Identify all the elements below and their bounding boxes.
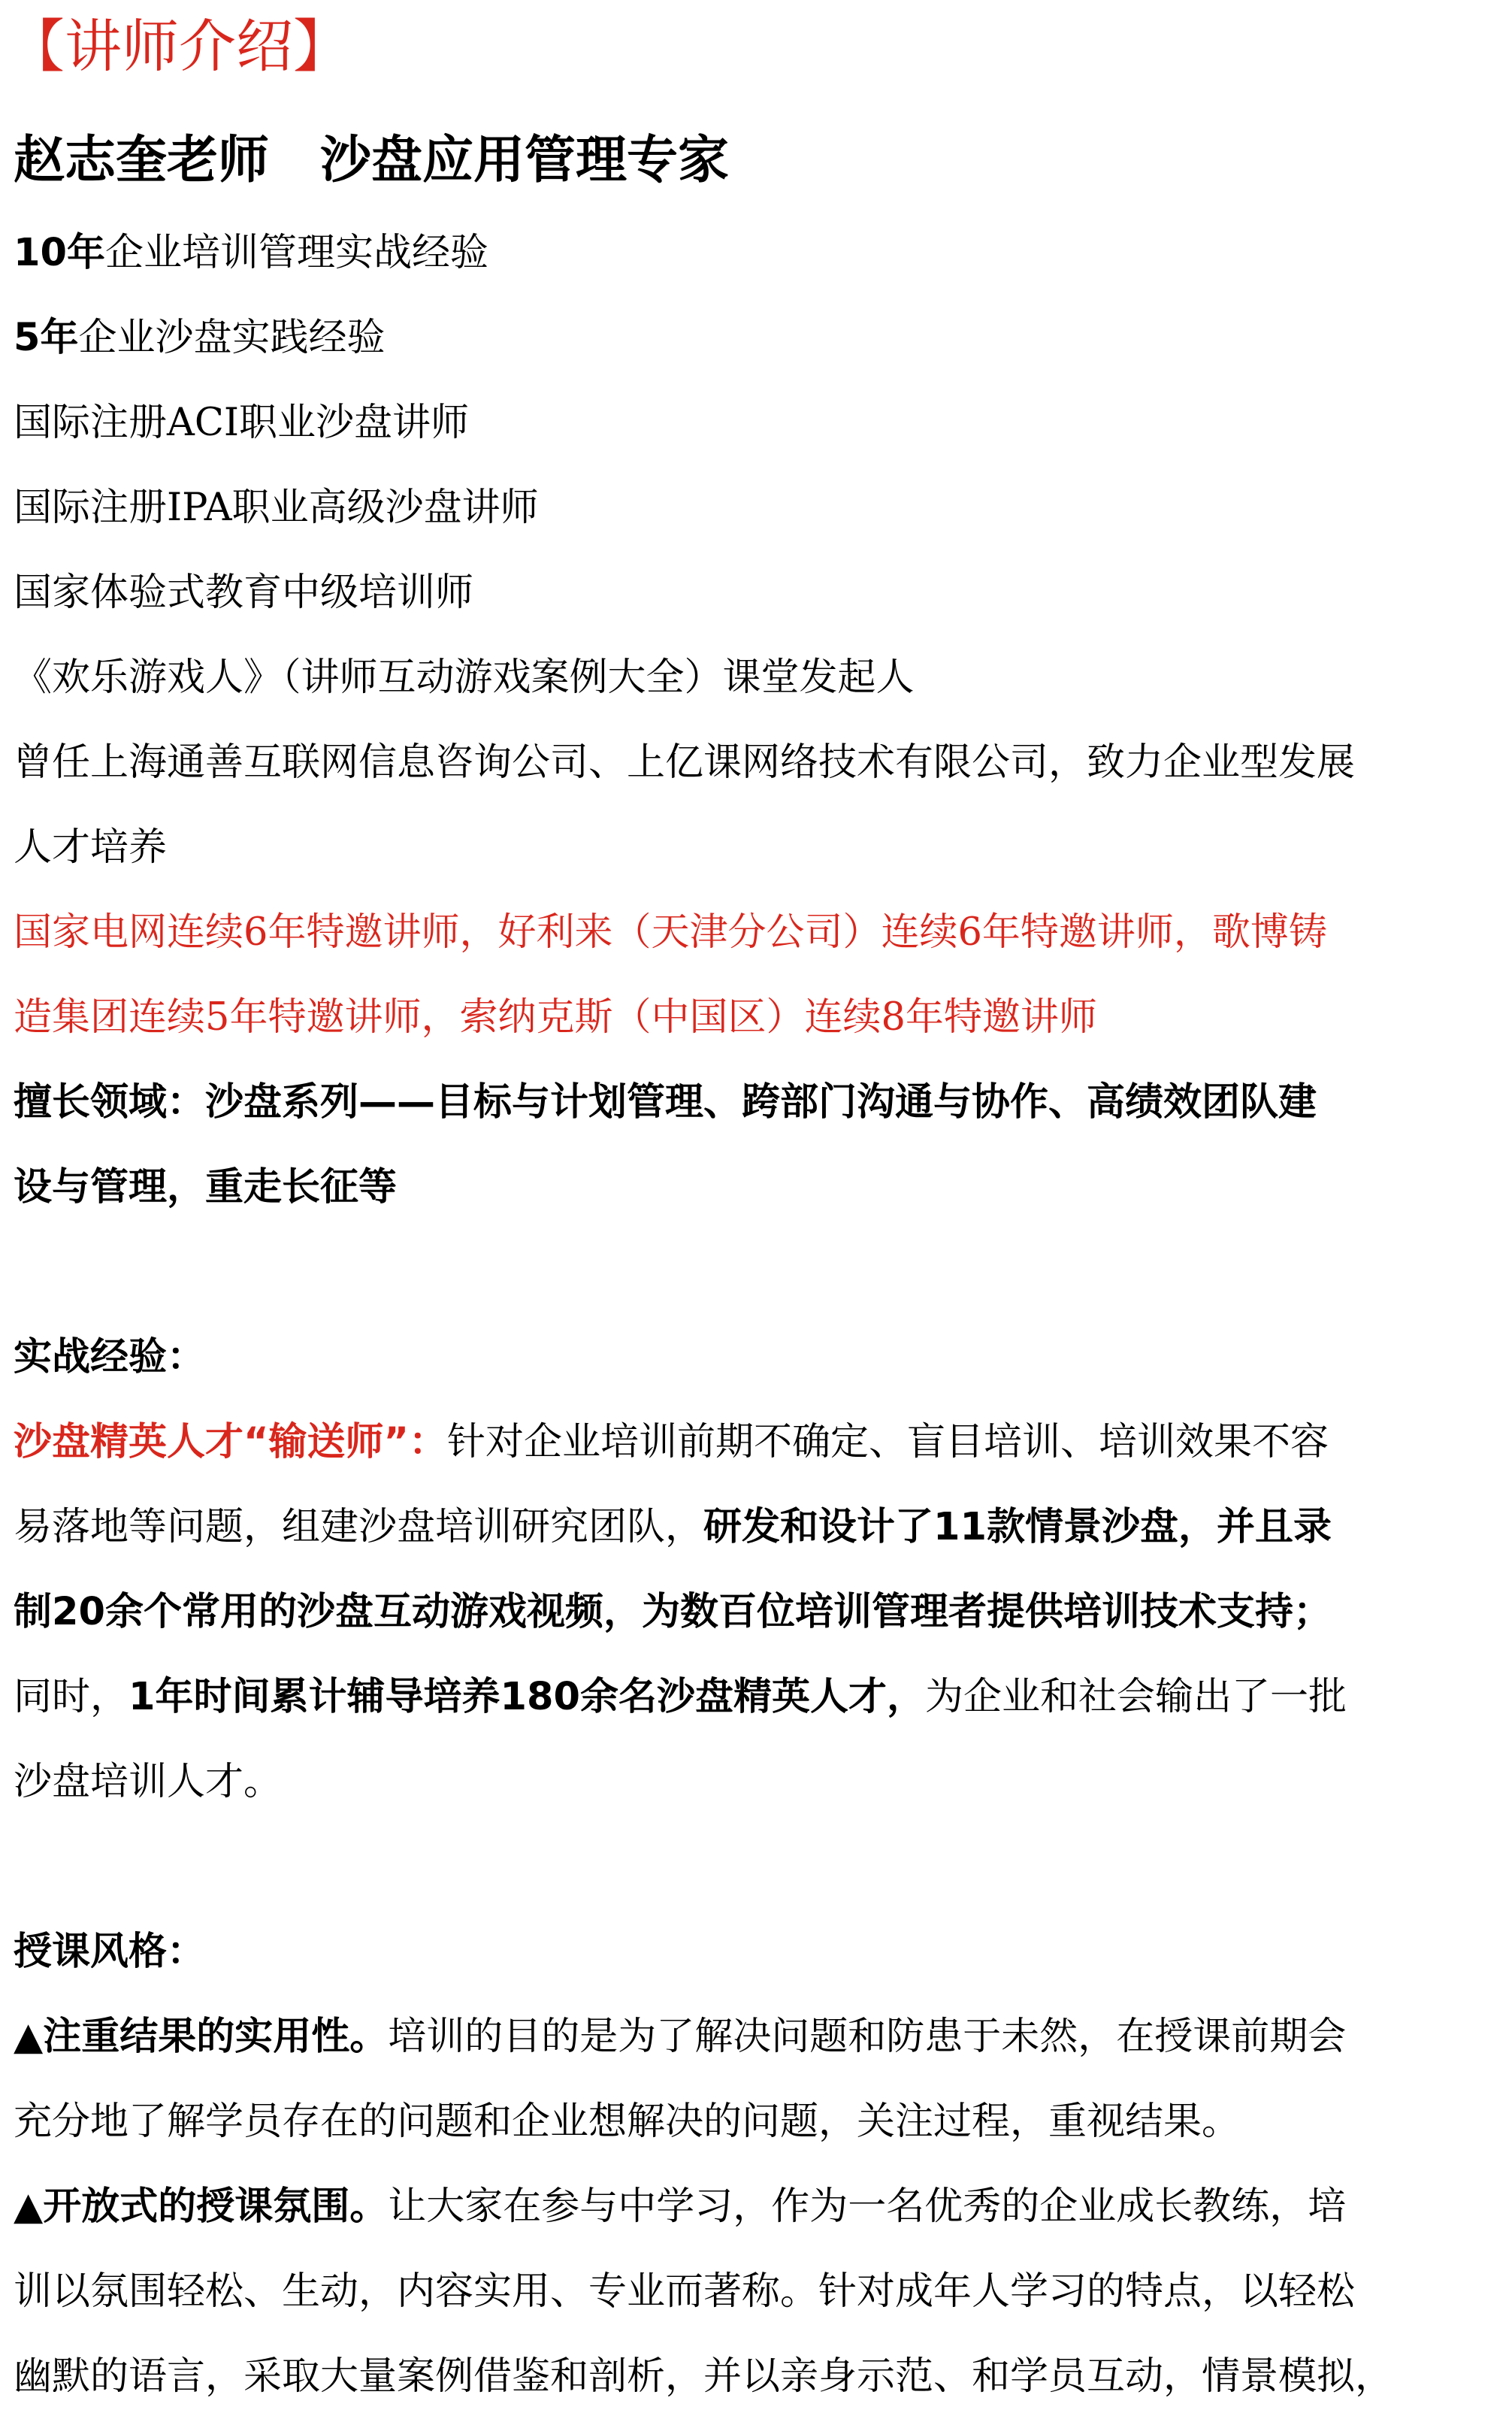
experience-line-5: 沙盘培训人才。: [14, 1760, 283, 1804]
section-title: 【讲师介绍】: [8, 13, 350, 80]
expertise-line-2: 设与管理，重走长征等: [14, 1165, 398, 1210]
former-role-line-2: 人才培养: [14, 825, 168, 870]
credential-line-3: 国际注册ACI职业沙盘讲师: [14, 401, 469, 445]
credential-text: 企业培训管理实战经验: [104, 231, 488, 275]
style-point-text: 让大家在参与中学习，作为一名优秀的企业成长教练，培: [388, 2184, 1347, 2229]
credential-years: 10年: [14, 231, 105, 275]
experience-text: 同时，: [14, 1675, 129, 1719]
experience-text: 为企业和社会输出了一批: [924, 1675, 1347, 1719]
teaching-style-heading: 授课风格：: [14, 1930, 206, 1974]
invited-lecturer-line-2: 造集团连续5年特邀讲师，索纳克斯（中国区）连续8年特邀讲师: [14, 995, 1097, 1040]
experience-line-3: 制20余个常用的沙盘互动游戏视频，为数百位培训管理者提供培训技术支持；: [14, 1590, 1332, 1634]
credential-line-1: [14, 210, 1498, 295]
credential-line-4: 国际注册IPA职业高级沙盘讲师: [14, 486, 539, 530]
credential-line-5: 国家体验式教育中级培训师: [14, 571, 474, 615]
experience-line-2: [14, 1485, 1498, 1570]
former-role-line-1: 曾任上海通善互联网信息咨询公司、上亿课网络技术有限公司，致力企业型发展: [14, 740, 1356, 785]
spacer: [14, 1824, 1498, 1909]
style-point-2-line-2: 训以氛围轻松、生动，内容实用、专业而著称。针对成年人学习的特点，以轻松: [14, 2269, 1356, 2314]
credential-years: 5年: [14, 316, 79, 360]
experience-heading: 实战经验：: [14, 1335, 206, 1379]
experience-line-1: [14, 1400, 1498, 1485]
style-point-2-line-1: [14, 2164, 1498, 2249]
experience-text: 针对企业培训前期不确定、盲目培训、培训效果不容: [447, 1420, 1329, 1464]
style-point-title: ▲注重结果的实用性。: [14, 2015, 389, 2059]
style-point-text: 培训的目的是为了解决问题和防患于未然，在授课前期会: [388, 2015, 1347, 2059]
credential-line-2: [14, 295, 1498, 380]
credential-text: 企业沙盘实践经验: [78, 316, 386, 360]
style-point-title: ▲开放式的授课氛围。: [14, 2184, 389, 2229]
style-point-1-line-1: [14, 1994, 1498, 2079]
spacer: [14, 1230, 1498, 1315]
invited-lecturer-line-1: 国家电网连续6年特邀讲师，好利来（天津分公司）连续6年特邀讲师，歌博铸: [14, 910, 1327, 955]
experience-highlight: 1年时间累计辅导培养180余名沙盘精英人才，: [129, 1675, 925, 1719]
experience-lead: 沙盘精英人才“输送师”：: [14, 1420, 448, 1464]
experience-line-4: [14, 1655, 1498, 1739]
experience-highlight: 研发和设计了11款情景沙盘，并且录: [703, 1505, 1332, 1549]
style-point-1-line-2: 充分地了解学员存在的问题和企业想解决的问题，关注过程，重视结果。: [14, 2100, 1241, 2144]
instructor-name-title: 赵志奎老师 沙盘应用管理专家: [14, 131, 730, 190]
style-point-2-line-3: 幽默的语言，采取大量案例借鉴和剖析，并以亲身示范、和学员互动，情景模拟，: [14, 2354, 1394, 2399]
credential-line-6: 《欢乐游戏人》（讲师互动游戏案例大全）课堂发起人: [14, 655, 915, 700]
experience-text: 易落地等问题，组建沙盘培训研究团队，: [14, 1505, 704, 1549]
expertise-line-1: 擅长领域：沙盘系列——目标与计划管理、跨部门沟通与协作、高绩效团队建: [14, 1080, 1317, 1125]
document-page: [8, 8, 1498, 2419]
